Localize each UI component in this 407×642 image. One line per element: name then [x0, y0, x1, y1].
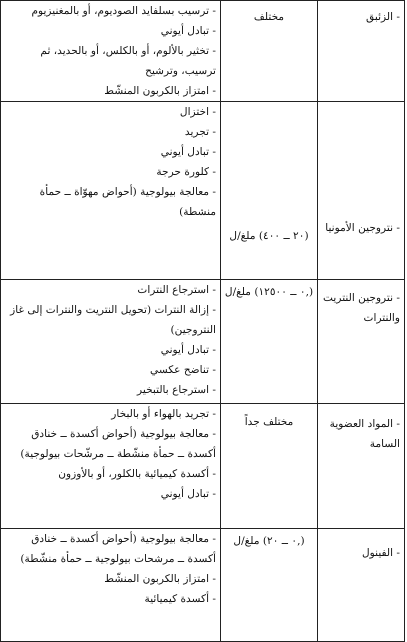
concentration-unit: ملغ/ل	[233, 535, 260, 547]
method-item: - أكسدة كيميائية	[144, 593, 216, 605]
range-high: ٢٠	[267, 535, 279, 547]
range-low: ٢٠	[293, 230, 305, 242]
concentration-cell	[221, 404, 318, 529]
method-item: - معالجة بيولوجية (أحواض مهوّاة ــ حمأة منشطة)	[39, 186, 216, 218]
methods-cell	[1, 404, 221, 529]
range-low: ٠,	[299, 286, 309, 298]
pollutant-name-cell	[318, 102, 405, 280]
pollutant-name-cell	[318, 404, 405, 529]
method-item: - امتزاز بالكربون المنشّط	[104, 85, 216, 97]
method-item: - اختزال	[179, 106, 216, 118]
methods-cell	[1, 529, 221, 642]
table-row	[1, 404, 405, 529]
concentration-unit: ملغ/ل	[224, 286, 251, 298]
pollutant-name-cell	[318, 529, 405, 642]
methods-cell	[1, 102, 221, 280]
concentration-cell	[221, 280, 318, 404]
table-row	[1, 529, 405, 642]
range-high: ٤٠٠	[263, 230, 281, 242]
method-item: - تبادل أيوني	[160, 146, 216, 158]
pollutant-name-cell	[318, 280, 405, 404]
method-item: - معالجة بيولوجية (أحواض أكسدة ــ خنادق أكسدة ــ مرشحات بيولوجية ــ حمأة منشّطة)	[20, 533, 216, 565]
method-item: - كلورة حرجة	[156, 166, 216, 178]
method-item: - إزالة النترات (تحويل النتريت والنترات إلى غاز النتروجين)	[10, 304, 216, 336]
methods-list	[5, 404, 216, 504]
pollutant-name: - المواد العضوية السامة	[329, 418, 400, 450]
pollutant-name: - نتروجين النتريت والنترات	[323, 292, 400, 324]
range-separator: ــ	[280, 230, 294, 242]
method-item: - تجريد بالهواء أو بالبخار	[111, 408, 216, 420]
concentration-value: مختلف	[253, 11, 285, 23]
range-open: (	[300, 535, 305, 547]
concentration-range	[225, 282, 313, 302]
concentration-cell	[221, 1, 318, 102]
concentration-range	[233, 531, 304, 551]
range-close: )	[258, 230, 264, 242]
methods-cell	[1, 1, 221, 102]
range-separator: ــ	[286, 286, 300, 298]
range-open: (	[304, 230, 309, 242]
range-low: ٠,	[291, 535, 301, 547]
table-row	[1, 1, 405, 102]
method-item: - تخثير بالألوم، أو بالكلس، أو بالحديد، ثم ترسيب، وترشيح	[40, 45, 216, 77]
method-item: - امتزاز بالكربون المنشّط	[104, 573, 216, 585]
range-open: (	[308, 286, 314, 298]
pollutant-name-cell	[318, 1, 405, 102]
method-item: - معالجة بيولوجية (أحواض أكسدة ــ خنادق أكسدة ــ حمأة منشّطة ــ مرشّحات بيولوجية)	[20, 428, 216, 460]
pollutant-name: - الزئبق	[366, 11, 400, 23]
method-item: - استرجاع النترات	[137, 284, 216, 296]
method-item: - تبادل أيوني	[160, 344, 216, 356]
table-row	[1, 102, 405, 280]
method-item: - تبادل أيوني	[160, 25, 216, 37]
range-separator: ــ	[278, 535, 292, 547]
methods-cell	[1, 280, 221, 404]
pollutant-name: - نتروجين الأمونيا	[325, 222, 400, 234]
pollutant-name: - الفينول	[361, 547, 400, 559]
range-close: )	[254, 286, 259, 298]
concentration-unit: ملغ/ل	[229, 230, 256, 242]
methods-list	[5, 529, 216, 609]
method-item: - ترسيب بسلفايد الصوديوم، أو بالمغنيزيوم	[31, 5, 216, 17]
concentration-value: مختلف جداً	[244, 416, 294, 428]
method-item: - تجريد	[184, 126, 216, 138]
range-close: )	[262, 535, 268, 547]
table-row	[1, 280, 405, 404]
method-item: - أكسدة كيميائية بالكلور، أو بالأوزون	[58, 468, 216, 480]
method-item: - استرجاع بالتبخير	[137, 384, 216, 396]
method-item: - تناضح عكسي	[150, 364, 216, 376]
range-high: ١٢٥٠٠	[258, 286, 287, 298]
method-item: - تبادل أيوني	[160, 488, 216, 500]
concentration-cell	[221, 102, 318, 280]
methods-list	[5, 280, 216, 400]
concentration-range	[229, 226, 308, 246]
concentration-cell	[221, 529, 318, 642]
methods-list	[5, 1, 216, 101]
methods-list	[5, 102, 216, 222]
